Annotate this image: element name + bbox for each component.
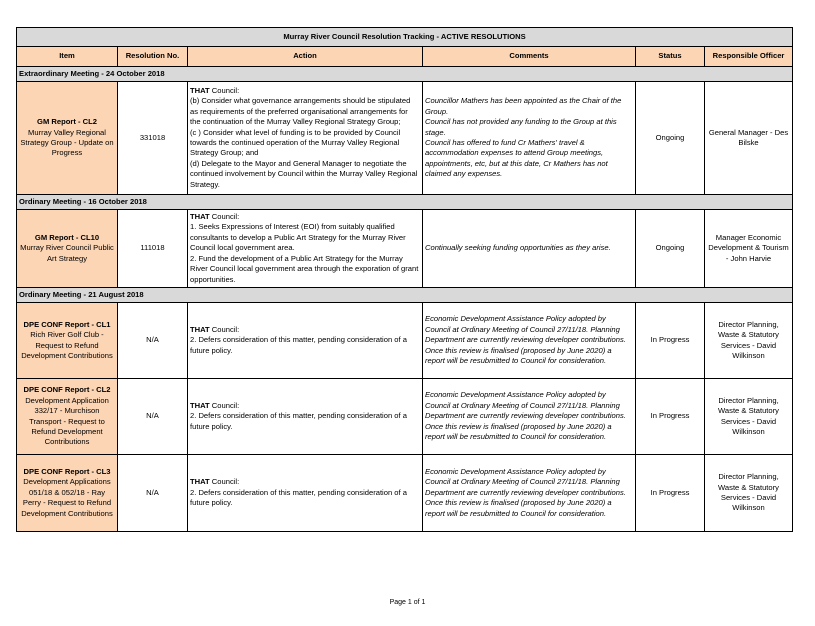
header-comments: Comments bbox=[423, 47, 636, 67]
comment-line: Councillor Mathers has been appointed as the Chair of the Group. bbox=[425, 96, 622, 116]
table-row bbox=[17, 82, 793, 195]
action-cell bbox=[188, 379, 423, 455]
meeting-label: Extraordinary Meeting - 24 October 2018 bbox=[17, 67, 793, 82]
resolution-cell: N/A bbox=[118, 379, 188, 455]
header-resolution: Resolution No. bbox=[118, 47, 188, 67]
resolution-cell: N/A bbox=[118, 303, 188, 379]
item-desc: Rich River Golf Club - Request to Refund Development Contributions bbox=[21, 330, 113, 360]
comment-cell bbox=[423, 210, 636, 288]
header-row bbox=[17, 47, 793, 67]
table-row bbox=[17, 210, 793, 288]
action-line: (b) Consider what governance arrangements should be stipulated as requirements of the preferred organisational arrangements for the continuation of the Murray Valley Regional Strategy Group; bbox=[190, 96, 411, 127]
item-cell bbox=[17, 303, 118, 379]
comment-cell bbox=[423, 82, 636, 195]
status-cell: Ongoing bbox=[636, 210, 705, 288]
resolution-cell: N/A bbox=[118, 455, 188, 532]
header-officer: Responsible Officer bbox=[705, 47, 793, 67]
status-cell: In Progress bbox=[636, 455, 705, 532]
action-lead-rest: Council: bbox=[209, 324, 240, 334]
table-row bbox=[17, 455, 793, 532]
item-title: DPE CONF Report - CL2 bbox=[23, 385, 111, 395]
action-lead-line bbox=[190, 86, 420, 96]
action-lead: THAT bbox=[190, 477, 210, 487]
comment-cell bbox=[423, 303, 636, 379]
item-title: DPE CONF Report - CL1 bbox=[23, 319, 111, 329]
item-cell bbox=[17, 210, 118, 288]
action-lead-line bbox=[190, 477, 420, 487]
header-status: Status bbox=[636, 47, 705, 67]
comment-line: Continually seeking funding opportunities as they arise. bbox=[425, 243, 611, 253]
action-lead-rest: Council: bbox=[209, 212, 240, 222]
action-lead-rest: Council: bbox=[209, 477, 240, 487]
comment-line: Economic Development Assistance Policy adopted by Council at Ordinary Meeting of Council 27/11/18. Planning Department are currently reviewing developer contributions. Once this review is finalised (proposed by June 2020) a report will be resubmitted to Council for consideration. bbox=[425, 314, 626, 366]
item-desc: Development Application 332/17 - Murchison Transport - Request to Refund Development Contributions bbox=[25, 395, 109, 447]
comment-line: Council has offered to fund Cr Mathers' travel & accommodation expenses to attend Group meetings, appointments, etc, but at this date, Cr Mathers has not claimed any expenses. bbox=[425, 138, 608, 179]
meeting-row bbox=[17, 67, 793, 82]
officer-cell: Director Planning, Waste & Statutory Services - David Wilkinson bbox=[705, 379, 793, 455]
item-desc: Murray Valley Regional Strategy Group - Update on Progress bbox=[20, 127, 114, 158]
table-row bbox=[17, 303, 793, 379]
action-line: 2. Fund the development of a Public Art Strategy for the Murray River Council local government area through the exporation of grant opportunities. bbox=[190, 253, 419, 284]
meeting-label: Ordinary Meeting - 21 August 2018 bbox=[17, 288, 793, 303]
comment-line: Economic Development Assistance Policy adopted by Council at Ordinary Meeting of Council 27/11/18. Planning Department are currently reviewing developer contributions. Once this review is finalised (proposed by June 2020) a report will be resubmitted to Council for consideration. bbox=[425, 466, 626, 518]
meeting-row bbox=[17, 288, 793, 303]
action-line: 2. Defers consideration of this matter, pending consideration of a future policy. bbox=[190, 487, 407, 508]
status-cell: In Progress bbox=[636, 379, 705, 455]
item-desc: Development Applications 051/18 & 052/18 - Ray Perry - Request to Refund Development Contributions bbox=[21, 477, 113, 518]
action-cell bbox=[188, 455, 423, 532]
item-cell bbox=[17, 379, 118, 455]
action-lead: THAT bbox=[190, 324, 210, 334]
page-number: Page 1 of 1 bbox=[389, 599, 426, 606]
resolution-cell: 331018 bbox=[118, 82, 188, 195]
resolution-table bbox=[16, 27, 793, 532]
comment-line: Council has not provided any funding to the Group at this stage. bbox=[425, 117, 617, 137]
action-line: 2. Defers consideration of this matter, pending consideration of a future policy. bbox=[190, 335, 407, 355]
resolution-cell: 111018 bbox=[118, 210, 188, 288]
action-lead: THAT bbox=[190, 212, 210, 222]
item-title: DPE CONF Report - CL3 bbox=[23, 466, 111, 476]
action-lead-line bbox=[190, 325, 420, 335]
action-line: (d) Delegate to the Mayor and General Manager to negotiate the continued involvement by Council within the Murray Valley Regional Strategy. bbox=[190, 158, 418, 189]
item-desc: Murray River Council Public Art Strategy bbox=[20, 243, 114, 263]
officer-cell: Manager Economic Development & Tourism - John Harvie bbox=[705, 210, 793, 288]
action-cell bbox=[188, 210, 423, 288]
action-lead-rest: Council: bbox=[209, 85, 240, 95]
action-lead-rest: Council: bbox=[209, 400, 240, 410]
action-line: 2. Defers consideration of this matter, pending consideration of a future policy. bbox=[190, 411, 407, 431]
item-title: GM Report - CL2 bbox=[37, 117, 97, 127]
action-line: 1. Seeks Expressions of Interest (EOI) from suitably qualified consultants to develop a Public Art Strategy for the Murray River Council local government area. bbox=[190, 222, 406, 253]
officer-cell: Director Planning, Waste & Statutory Services - David Wilkinson bbox=[705, 303, 793, 379]
action-lead-line bbox=[190, 212, 420, 222]
item-cell bbox=[17, 455, 118, 532]
officer-cell: General Manager - Des Bilske bbox=[705, 82, 793, 195]
table-row bbox=[17, 379, 793, 455]
officer-cell: Director Planning, Waste & Statutory Services - David Wilkinson bbox=[705, 455, 793, 532]
action-lead: THAT bbox=[190, 400, 210, 410]
table-title: Murray River Council Resolution Tracking - ACTIVE RESOLUTIONS bbox=[17, 28, 793, 47]
item-title: GM Report - CL10 bbox=[34, 232, 100, 242]
item-cell bbox=[17, 82, 118, 195]
meeting-label: Ordinary Meeting - 16 October 2018 bbox=[17, 195, 793, 210]
action-lead-line bbox=[190, 401, 420, 411]
action-cell bbox=[188, 303, 423, 379]
comment-cell bbox=[423, 379, 636, 455]
status-cell: Ongoing bbox=[636, 82, 705, 195]
comment-cell bbox=[423, 455, 636, 532]
action-lead: THAT bbox=[190, 85, 210, 95]
action-line: (c ) Consider what level of funding is to be provided by Council towards the continued operation of the Murray Valley Regional Strategy Group; and bbox=[190, 127, 401, 158]
status-cell: In Progress bbox=[636, 303, 705, 379]
action-cell bbox=[188, 82, 423, 195]
comment-line: Economic Development Assistance Policy adopted by Council at Ordinary Meeting of Council 27/11/18. Planning Department are currently reviewing developer contributions. Once this review is finalised (proposed by June 2020) a report will be resubmitted to Council for consideration. bbox=[425, 390, 626, 442]
meeting-row bbox=[17, 195, 793, 210]
header-item: Item bbox=[17, 47, 118, 67]
header-action: Action bbox=[188, 47, 423, 67]
